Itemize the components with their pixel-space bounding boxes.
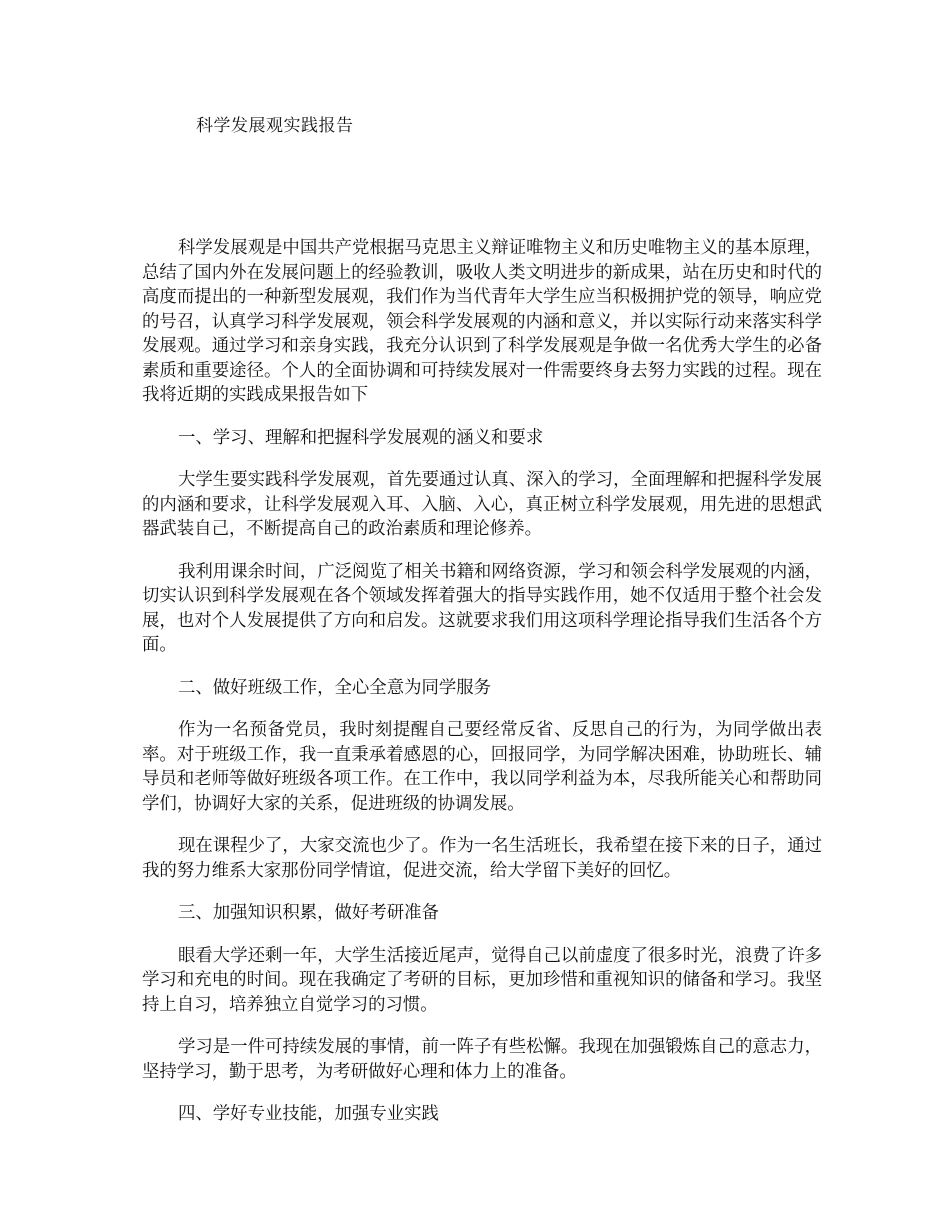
- paragraph-intro: 科学发展观是中国共产党根据马克思主义辩证唯物主义和历史唯物主义的基本原理，总结了国内外在发展问题上的经验教训，吸收人类文明进步的新成果，站在历史和时代的高度而提出的一种新型发展观，我们作为当代青年大学生应当积极拥护党的领导，响应党的号召，认真学习科学发展观，领会科学发展观的内涵和意义，并以实际行动来落实科学发展观。通过学习和亲身实践，我充分认识到了科学发展观是争做一名优秀大学生的必备素质和重要途径。个人的全面协调和可持续发展对一件需要终身去努力实践的过程。现在我将近期的实践成果报告如下: [142, 238, 822, 405]
- paragraph-2b: 现在课程少了，大家交流也少了。作为一名生活班长，我希望在接下来的日子，通过我的努力维系大家那份同学情谊，促进交流，给大学留下美好的回忆。: [142, 836, 822, 881]
- paragraph-1b: 我利用课余时间，广泛阅览了相关书籍和网络资源，学习和领会科学发展观的内涵，切实认识到科学发展观在各个领域发挥着强大的指导实践作用，她不仅适用于整个社会发展，也对个人发展提供了方向和启发。这就要求我们用这项科学理论指导我们生活各个方面。: [142, 561, 822, 655]
- paragraph-3a: 眼看大学还剩一年，大学生活接近尾声，觉得自己以前虚度了很多时光，浪费了许多学习和充电的时间。现在我确定了考研的目标，更加珍惜和重视知识的储备和学习。我坚持上自习，培养独立自觉学习的习惯。: [142, 945, 822, 1015]
- section-heading-4: 四、学好专业技能，加强专业实践: [178, 1104, 439, 1124]
- section-heading-2: 二、做好班级工作，全心全意为同学服务: [178, 677, 492, 698]
- paragraph-2a: 作为一名预备党员，我时刻提醒自己要经常反省、反思自己的行为，为同学做出表率。对于班级工作，我一直秉承着感恩的心，回报同学，为同学解决困难，协助班长、辅导员和老师等做好班级各项工作。在工作中，我以同学利益为本，尽我所能关心和帮助同学们，协调好大家的关系，促进班级的协调发展。: [142, 720, 822, 814]
- document-body: [142, 236, 822, 1145]
- section-heading-3: 三、加强知识积累，做好考研准备: [178, 903, 439, 923]
- paragraph-3b: 学习是一件可持续发展的事情，前一阵子有些松懈。我现在加强锻炼自己的意志力，坚持学习，勤于思考，为考研做好心理和体力上的准备。: [142, 1037, 822, 1082]
- document-title: 科学发展观实践报告: [196, 116, 354, 136]
- section-heading-1: 一、学习、理解和把握科学发展观的涵义和要求: [178, 427, 544, 448]
- paragraph-1a: 大学生要实践科学发展观，首先要通过认真、深入的学习，全面理解和把握科学发展的内涵和要求，让科学发展观入耳、入脑、入心，真正树立科学发展观，用先进的思想武器武装自己，不断提高自己的政治素质和理论修养。: [142, 470, 822, 539]
